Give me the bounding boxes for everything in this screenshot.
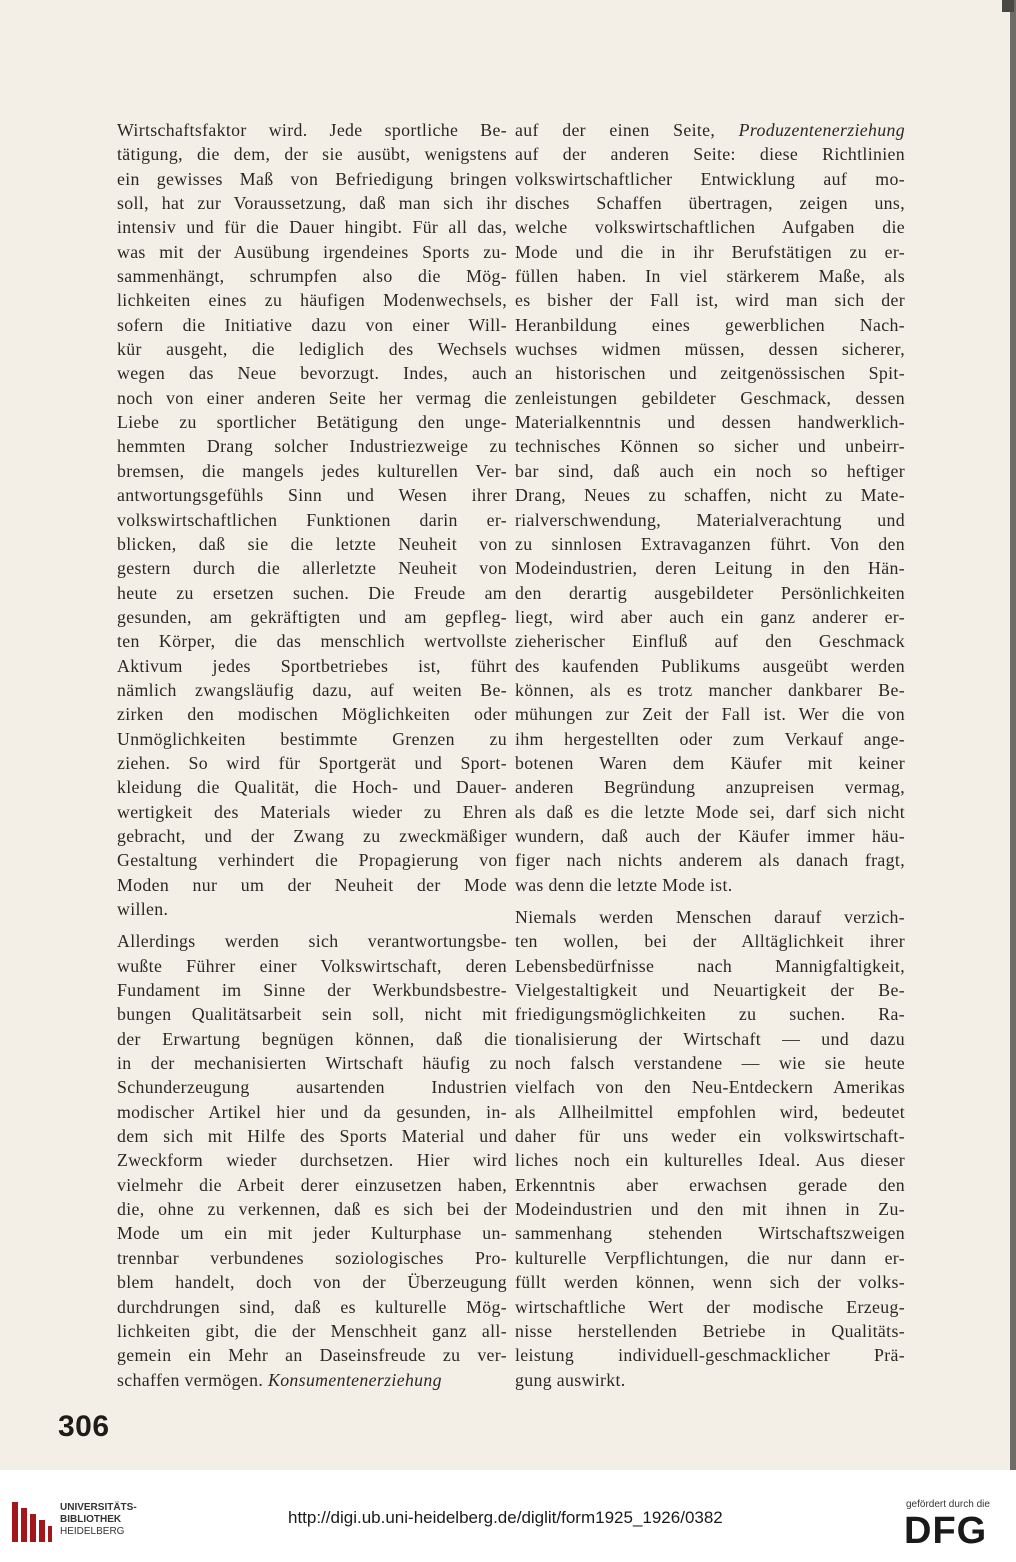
right-column-line: ihm hergestellten oder zum Verkauf ange- (515, 728, 905, 749)
left-column (117, 118, 507, 1392)
right-column-line: ten wollen, bei der Alltäglichkeit ihrer (515, 931, 905, 952)
right-column-line: Mode und die in ihr Berufstätigen zu er- (515, 241, 905, 262)
left-column-line: antwortungsgefühls Sinn und Wesen ihrer (117, 485, 507, 506)
right-column-line (515, 118, 905, 142)
left-column-line: lichkeiten eines zu häufigen Modenwechsels, (117, 290, 507, 311)
right-column-line: als daß es die letzte Mode sei, darf sich nicht (515, 801, 905, 822)
left-column-line: der Erwartung begnügen können, daß die (117, 1028, 507, 1049)
right-column-line: was denn die letzte Mode ist. (515, 874, 733, 895)
right-column-line: disches Schaffen übertragen, zeigen uns, (515, 193, 905, 214)
left-column-line: ziehen. So wird für Sportgerät und Sport- (117, 752, 507, 773)
left-column-line: heute zu ersetzen suchen. Die Freude am (117, 582, 507, 603)
left-column-line: in der mechanisierten Wirtschaft häufig zu (117, 1053, 507, 1074)
left-column-line: ein gewisses Maß von Befriedigung bringen (117, 168, 507, 189)
right-column-line: volkswirtschaftlicher Entwicklung auf mo- (515, 168, 905, 189)
left-column-line: Zweckform wieder durchsetzen. Hier wird (117, 1150, 507, 1171)
left-column-line: dem sich mit Hilfe des Sports Material und (117, 1126, 507, 1147)
left-column-line: Liebe zu sportlicher Betätigung den unge- (117, 412, 507, 433)
right-column-line: gung auswirkt. (515, 1369, 626, 1390)
right-column-line: es bisher der Fall ist, wird man sich der (515, 290, 905, 311)
left-column-line: gemein ein Mehr an Daseinsfreude zu ver- (117, 1345, 507, 1366)
right-column-line: welche volkswirtschaftlichen Aufgaben die (515, 217, 905, 238)
right-column-line: wundern, daß auch der Käufer immer häu- (515, 825, 905, 846)
left-column-line: Gestaltung verhindert die Propagierung von (117, 850, 507, 871)
left-column-line: gebracht, und der Zwang zu zweckmäßiger (117, 825, 507, 846)
right-column-line: Lebensbedürfnisse nach Mannigfaltigkeit, (515, 955, 905, 976)
right-column-line: anderen Begründung anzupreisen vermag, (515, 777, 905, 798)
right-column-line: Heranbildung eines gewerblichen Nach- (515, 314, 905, 335)
left-last-plain: schaffen vermögen. (117, 1369, 268, 1390)
library-line-1: UNIVERSITÄTS- (60, 1502, 137, 1513)
university-library-logo (10, 1498, 54, 1546)
left-column-line: soll, hat zur Voraussetzung, daß man sich ihr (117, 193, 507, 214)
left-column-line: kleidung die Qualität, die Hoch- und Dauer- (117, 777, 507, 798)
library-line-2: BIBLIOTHEK (60, 1514, 122, 1525)
left-column-line: bungen Qualitätsarbeit sein soll, nicht mit (117, 1004, 507, 1025)
left-column-line: hemmten Drang solcher Industriezweige zu (117, 436, 507, 457)
left-last-italic: Konsumentenerziehung (267, 1369, 442, 1390)
right-column-line: des kaufenden Publikums ausgeübt werden (515, 655, 905, 676)
right-column-line: daher für uns weder ein volkswirtschaft- (515, 1126, 905, 1147)
right-column-line: Vielgestaltigkeit und Neuartigkeit der Be- (515, 980, 905, 1001)
footer-bar (0, 1470, 1016, 1562)
right-column-line: Materialkenntnis und dessen handwerklich- (515, 412, 905, 433)
right-column-line: liches noch ein kulturelles Ideal. Aus dieser (515, 1150, 905, 1171)
right-column-line: können, als es trotz mancher dankbarer Be- (515, 679, 905, 700)
left-column-line: bremsen, die mangels jedes kulturellen Ver- (117, 460, 507, 481)
left-column-line: Mode um ein mit jeder Kulturphase un- (117, 1223, 507, 1244)
right-first-plain: auf der einen Seite, (515, 120, 739, 140)
left-column-line: kür ausgeht, die lediglich des Wechsels (117, 339, 507, 360)
right-column-line: zieherischer Einfluß auf den Geschmack (515, 631, 905, 652)
left-column-line: gesunden, am gekräftigten und am gepfleg- (117, 606, 507, 627)
left-column-line: Schunderzeugung ausartenden Industrien (117, 1077, 507, 1098)
right-column-line: Drang, Neues zu schaffen, nicht zu Mate- (515, 485, 905, 506)
right-column-line: Modeindustrien, deren Leitung in den Hän- (515, 558, 905, 579)
scan-edge (1010, 0, 1016, 1470)
left-column-line: nämlich zwangsläufig dazu, auf weiten Be- (117, 679, 507, 700)
right-column-line: liegt, wird aber auch ein ganz anderer er- (515, 606, 905, 627)
left-column-line: was mit der Ausübung irgendeines Sports zu- (117, 241, 507, 262)
right-column-line: tionalisierung der Wirtschaft — und dazu (515, 1028, 905, 1049)
right-column-line: mühungen zur Zeit der Fall ist. Wer die von (515, 704, 905, 725)
right-column-line: wirtschaftliche Wert der modische Erzeug- (515, 1296, 905, 1317)
right-column-line: als Allheilmittel empfohlen wird, bedeutet (515, 1101, 905, 1122)
right-column-line: bar sind, daß auch ein noch so heftiger (515, 460, 905, 481)
left-column-line: tätigung, die dem, der sie ausübt, wenigstens (117, 144, 507, 165)
right-column (515, 118, 905, 1392)
left-column-line: ten Körper, die das menschlich wertvollste (117, 631, 507, 652)
left-column-line: wegen das Neue bevorzugt. Indes, auch (117, 363, 507, 384)
right-column-line: technisches Können so sicher und unbeirr- (515, 436, 905, 457)
left-column-line: Unmöglichkeiten bestimmte Grenzen zu (117, 728, 507, 749)
left-column-line: willen. (117, 899, 169, 919)
right-column-line: friedigungsmöglichkeiten zu suchen. Ra- (515, 1004, 905, 1025)
right-column-line: botenen Waren dem Käufer mit keiner (515, 752, 905, 773)
left-column-line: Aktivum jedes Sportbetriebes ist, führt (117, 655, 507, 676)
right-column-line: zenleistungen gebildeter Geschmack, dessen (515, 387, 905, 408)
right-column-line: nisse herstellenden Betriebe in Qualitäts- (515, 1320, 905, 1341)
paragraph-gap (515, 897, 905, 905)
left-column-line: zirken den modischen Möglichkeiten oder (117, 704, 507, 725)
left-column-line: sammenhängt, schrumpfen also die Mög- (117, 266, 507, 287)
left-column-line: modischer Artikel hier und da gesunden, in- (117, 1101, 507, 1122)
left-column-line: wußte Führer einer Volkswirtschaft, deren (117, 955, 507, 976)
left-column-line: Allerdings werden sich verantwortungsbe- (117, 931, 507, 952)
right-column-line: zu sinnlosen Extravaganzen führt. Von den (515, 533, 905, 554)
registration-mark (1002, 0, 1014, 12)
right-column-line: den derartig ausgebildeter Persönlichkeiten (515, 582, 905, 603)
left-column-line: blicken, daß sie die letzte Neuheit von (117, 533, 507, 554)
page-number: 306 (58, 1410, 110, 1443)
left-column-line: trennbar verbundenes soziologisches Pro- (117, 1247, 507, 1268)
left-column-line: Fundament im Sinne der Werkbundsbestre- (117, 980, 507, 1001)
right-column-line: füllt werden können, wenn sich der volks- (515, 1272, 905, 1293)
permalink-url[interactable]: http://digi.ub.uni-heidelberg.de/diglit/form1925_1926/0382 (288, 1508, 723, 1527)
right-column-line: leistung individuell-geschmacklicher Prä- (515, 1345, 905, 1366)
left-column-line: vielmehr die Arbeit derer einzusetzen haben, (117, 1174, 507, 1195)
right-column-line: figer nach nichts anderem als danach fragt, (515, 850, 905, 871)
library-line-3: HEIDELBERG (60, 1526, 125, 1537)
right-column-line: sammenhang stehenden Wirtschaftszweigen (515, 1223, 905, 1244)
left-column-line: sofern die Initiative dazu von einer Will- (117, 314, 507, 335)
right-column-line: Erkenntnis aber erwachsen gerade den (515, 1174, 905, 1195)
left-column-line: Moden nur um der Neuheit der Mode (117, 874, 507, 895)
right-column-line: vielfach von den Neu-Entdeckern Amerikas (515, 1077, 905, 1098)
library-name (60, 1502, 137, 1538)
left-column-line: die, ohne zu verkennen, daß es sich bei der (117, 1199, 507, 1220)
right-column-line: auf der anderen Seite: diese Richtlinien (515, 144, 905, 165)
paragraph-gap (117, 921, 507, 929)
right-column-line: füllen haben. In viel stärkerem Maße, als (515, 266, 905, 287)
left-column-line: wertigkeit des Materials wieder zu Ehren (117, 801, 507, 822)
left-column-line: intensiv und für die Dauer hingibt. Für all das, (117, 217, 507, 238)
left-column-line (117, 1368, 507, 1392)
right-column-line: Niemals werden Menschen darauf verzich- (515, 907, 905, 927)
right-column-line: wuchses widmen müssen, dessen sicherer, (515, 339, 905, 360)
right-first-italic: Produzentenerziehung (738, 120, 905, 140)
right-column-line: rialverschwendung, Materialverachtung und (515, 509, 905, 530)
left-column-line: noch von einer anderen Seite her vermag die (117, 387, 507, 408)
right-column-line: an historischen und zeitgenössischen Spit- (515, 363, 905, 384)
right-column-line: kulturelle Verpflichtungen, die nur dann er- (515, 1247, 905, 1268)
left-column-line: blem handelt, doch von der Überzeugung (117, 1272, 507, 1293)
left-column-line: durchdrungen sind, daß es kulturelle Mög- (117, 1296, 507, 1317)
funded-by-label: gefördert durch die (906, 1499, 990, 1510)
right-column-line: Modeindustrien und den mit ihnen in Zu- (515, 1199, 905, 1220)
left-column-line: Wirtschaftsfaktor wird. Jede sportliche Be- (117, 120, 507, 140)
right-column-line: noch falsch verstandene — wie sie heute (515, 1053, 905, 1074)
left-column-line: gestern durch die allerletzte Neuheit von (117, 558, 507, 579)
left-column-line: lichkeiten gibt, die der Menschheit ganz all- (117, 1320, 507, 1341)
left-column-line: volkswirtschaftlichen Funktionen darin er- (117, 509, 507, 530)
dfg-logo: DFG (904, 1510, 988, 1552)
